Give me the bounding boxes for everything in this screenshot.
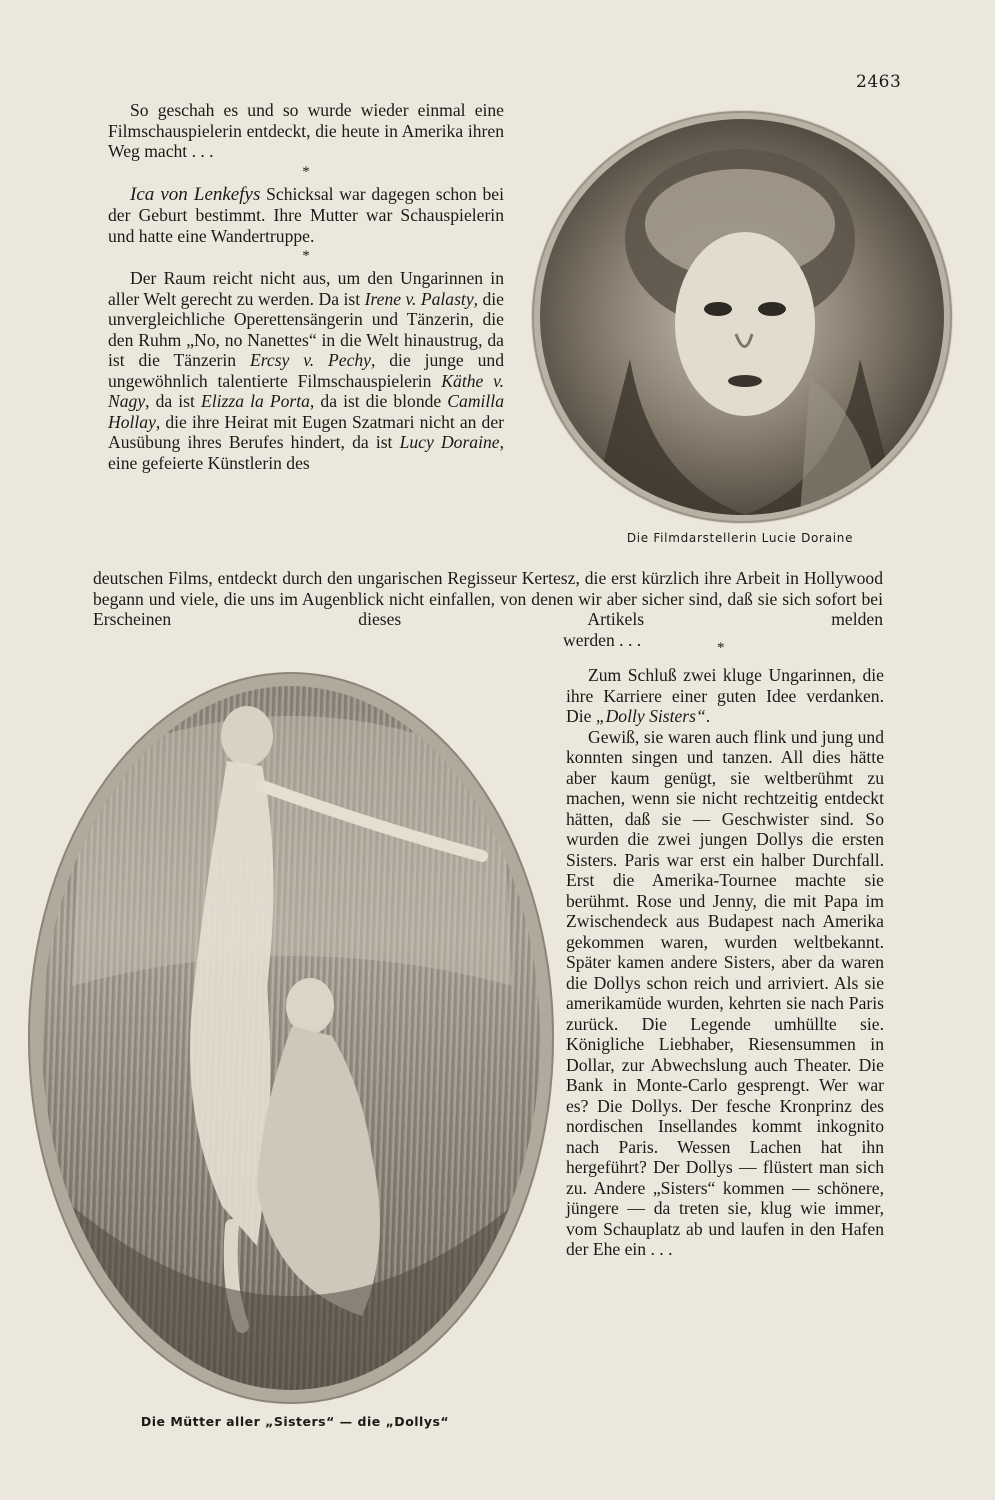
photo-caption: Die Mütter aller „Sisters“ — die „Dollys“ bbox=[140, 1414, 450, 1429]
section-separator: * bbox=[302, 248, 310, 264]
paragraph bbox=[108, 184, 504, 247]
paragraph-text: , da ist die blonde bbox=[309, 391, 448, 411]
group-name: „Dolly Sisters“ bbox=[595, 706, 706, 726]
dolly-sisters-photo bbox=[28, 672, 554, 1404]
paragraph-text: , eine gefeierte Künstlerin des bbox=[108, 432, 504, 473]
photo-caption: Die Filmdarstellerin Lucie Doraine bbox=[626, 531, 854, 545]
paragraph-text: Der Raum reicht nicht aus, um den Ungarinnen in aller Welt gerecht zu werden. Da ist bbox=[108, 268, 504, 309]
paragraph-text: , die unvergleichliche Operettensängerin und Tänzerin, die den Ruhm „No, no Nanettes“ in die Welt hinaustrug, da ist die Tänzerin bbox=[108, 288, 504, 370]
text-column-top bbox=[108, 100, 504, 473]
text-column-right bbox=[566, 665, 884, 1260]
paragraph-end bbox=[93, 629, 883, 656]
section-separator: * bbox=[302, 163, 310, 180]
text-column-wide bbox=[93, 568, 883, 656]
paragraph-text: werden . . . bbox=[563, 629, 642, 650]
paragraph: deutschen Films, entdeckt durch den ungarischen Regisseur Kertesz, die erst kürzlich ihre Arbeit in Hollywood begann und viele, die uns im Augenblick nicht einfallen, von denen wir aber sicher sind, daß sie sich sofort bei Erscheinen dieses Artikels melden bbox=[93, 568, 883, 629]
paragraph-text: Zum Schluß zwei kluge Ungarinnen, die ihre Karriere einer guten Idee verdanken. Die bbox=[566, 665, 884, 726]
page-number: 2463 bbox=[856, 72, 902, 92]
person-name: Käthe v. Nagy bbox=[108, 370, 505, 411]
paragraph-text: , die ihre Heirat mit Eugen Szatmari nicht an der Ausübung ihres Berufes hindert, da ist bbox=[108, 411, 504, 452]
person-name: Ercsy v. Pechy bbox=[249, 350, 371, 370]
section-separator: * bbox=[717, 639, 725, 656]
paragraph: So geschah es und so wurde wieder einmal eine Filmschauspielerin entdeckt, die heute in Amerika ihren Weg macht . . . bbox=[108, 100, 504, 161]
person-name: Lucy Doraine bbox=[399, 432, 500, 452]
person-name: Irene v. Palasty bbox=[364, 288, 474, 309]
portrait-photo-lucie-doraine bbox=[532, 111, 952, 523]
person-name: Ica von Lenkefys bbox=[130, 183, 261, 205]
person-name: Elizza la Porta bbox=[201, 391, 310, 411]
paragraph bbox=[566, 665, 884, 727]
paragraph-text: , die junge und ungewöhnlich talentierte Filmschauspielerin bbox=[108, 350, 504, 391]
paragraph: Gewiß, sie waren auch flink und jung und konnten singen und tanzen. All dies hätte aber kaum genügt, sie weltberühmt zu machen, wenn sie nicht rechtzeitig entdeckt hätten, daß sie — Geschwister sind. So wurden die zwei jungen Dollys die ersten Sisters. Paris war erst ein halber Durchfall. Erst die Amerika-Tournee machte sie berühmt. Rose und Jenny, die mit Papa im Zwischendeck aus Budapest nach Amerika gekommen waren, wurden weltbekannt. Später kamen andere Sisters, aber da waren die Dollys schon reich und arriviert. Als sie amerikamüde wurden, kehrten sie nach Paris zurück. Die Legende umhüllte sie. Königliche Liebhaber, Riesensummen in Dollar, zur Abwechslung auch Theater. Die Bank in Monte-Carlo gesprengt. Wer war es? Die Dollys. Der fesche Kronprinz des nordischen Insellandes kommt inkognito nach Paris. Wessen Lachen hat ihn hergeführt? Der Dollys — flüstert man sich zu. Andere „Sisters“ kommen — schönere, jüngere — da treten sie, klug wie immer, vom Schauplatz ab und laufen in den Hafen der Ehe ein . . . bbox=[566, 726, 884, 1259]
paragraph-text: , da ist bbox=[145, 391, 201, 411]
paragraph bbox=[108, 268, 504, 473]
paragraph-text: Schicksal war dagegen schon bei der Geburt bestimmt. Ihre Mutter war Schauspielerin und hatte eine Wandertruppe. bbox=[108, 183, 505, 246]
person-name: Camilla Hollay bbox=[108, 391, 504, 432]
photo-image bbox=[540, 119, 944, 515]
portrait-illustration bbox=[540, 119, 944, 515]
paragraph-text: . bbox=[705, 706, 711, 726]
photo-image bbox=[42, 686, 540, 1390]
dancers-illustration bbox=[42, 686, 540, 1390]
